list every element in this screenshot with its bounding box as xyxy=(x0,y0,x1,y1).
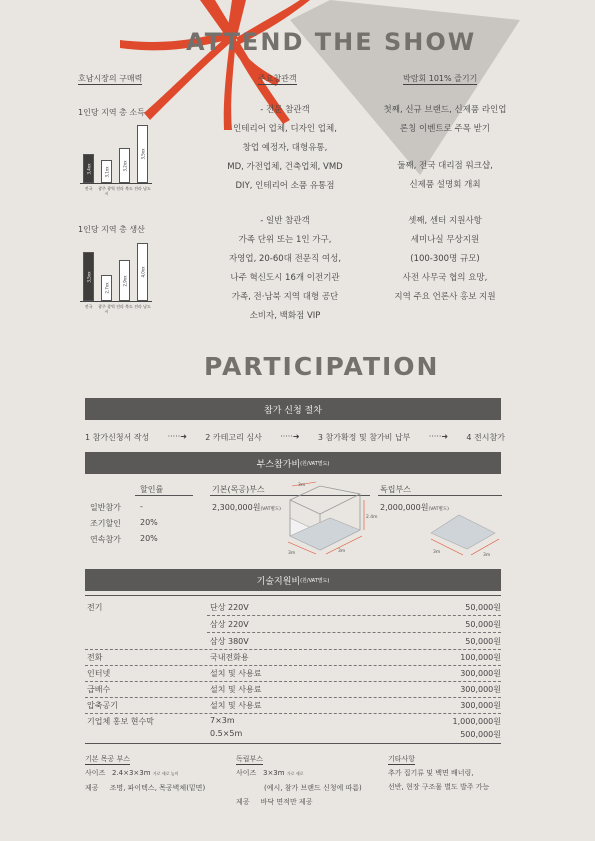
tech-row: 설치 및 사용료 300,000원 xyxy=(210,701,501,710)
row-divider xyxy=(85,681,501,682)
visitor-line: MD, 가전업체, 건축업체, VMD xyxy=(227,162,343,172)
general-visitors xyxy=(205,212,365,326)
tech-row: 단상 220V 50,000원 xyxy=(210,603,501,612)
row-divider xyxy=(207,615,501,616)
tech-item: 인터넷 xyxy=(87,669,111,678)
raw-booth-price: 2,000,000원(VAT별도) xyxy=(380,503,449,512)
bar-value-label: 3,5xx xyxy=(86,270,91,283)
raw-booth-dim-right: 3m xyxy=(483,553,491,558)
tech-item: 전화 xyxy=(87,653,103,662)
production-chart xyxy=(80,240,152,302)
chart-bar xyxy=(137,243,148,301)
participation-title: PARTICIPATION xyxy=(204,352,440,381)
step-arrow: ·····➜ xyxy=(167,432,187,441)
bar-category-label: 전라 남도 xyxy=(134,304,151,309)
discount-rate: - xyxy=(140,502,143,511)
chart-bar xyxy=(101,275,112,301)
visitor-line: 가족 단위 또는 1인 가구, xyxy=(238,235,332,245)
tech-row: 0.5×5m 500,000원 xyxy=(210,729,501,739)
bar-category-label: 전라 북도 xyxy=(116,186,133,191)
enjoy-line: (100-300명 규모) xyxy=(410,254,480,264)
discount-row: 연속참가 xyxy=(90,535,121,544)
tech-row: 국내전화용 100,000원 xyxy=(210,653,501,662)
basic-booth-dim-right: 3m xyxy=(338,549,346,554)
chart-bar xyxy=(83,252,94,301)
enjoy-line: 사전 사무국 협의 요망, xyxy=(402,273,488,283)
visitor-line: 인테리어 업체, 디자인 업체, xyxy=(233,124,337,134)
row-divider xyxy=(85,697,501,698)
tech-support-table xyxy=(85,595,501,743)
tech-row: 7×3m 1,000,000원 xyxy=(210,716,501,726)
tech-row: 삼상 380V 50,000원 xyxy=(210,637,501,646)
chart-bar xyxy=(119,148,130,183)
enjoy-line: 셋째, 센터 지원사항 xyxy=(408,216,482,226)
bar-value-label: 3,4xx xyxy=(86,162,91,175)
visitor-line: 자영업, 20-60대 전문직 여성, xyxy=(228,254,342,264)
income-chart xyxy=(80,122,152,184)
bar-value-label: 3,2xx xyxy=(122,159,127,172)
row-divider xyxy=(85,649,501,650)
enjoy-line: 세미나실 무상지원 xyxy=(410,235,480,245)
tech-item: 전기 xyxy=(87,603,103,612)
enjoy-line: 지역 주요 언론사 홍보 지원 xyxy=(394,292,496,302)
chart-bar xyxy=(83,154,94,183)
tech-row: 설치 및 사용료 300,000원 xyxy=(210,685,501,694)
procedure-steps xyxy=(85,432,505,443)
bar-value-label: 3,1xx xyxy=(104,165,109,178)
main-visitors-heading: 주요참관객 xyxy=(258,74,297,83)
enjoy-first xyxy=(365,101,525,139)
visitor-line: DIY, 인테리어 소품 유통점 xyxy=(235,181,335,191)
visitor-line: 창업 예정자, 대형유통, xyxy=(242,143,328,153)
discount-column-title: 할인률 xyxy=(140,485,164,494)
visitor-line: 소비자, 백화점 VIP xyxy=(249,311,321,321)
chart-bar xyxy=(137,125,148,183)
attend-title: ATTEND THE SHOW xyxy=(186,28,477,56)
note-other: 기타사항 추가 집기류 및 백면 배너링, 선반, 현장 구조물 별도 발주 가능 xyxy=(388,755,490,791)
discount-rate: 20% xyxy=(140,534,158,543)
chart-bar xyxy=(101,160,112,183)
enjoy-line: 신제품 설명회 개최 xyxy=(409,180,481,190)
purchasing-power-heading: 호남시장의 구매력 xyxy=(78,74,143,83)
bar-value-label: 4,0xx xyxy=(140,266,145,278)
bar-category-label: 전국 xyxy=(84,304,93,309)
bar-category-label: 전라 북도 xyxy=(116,304,133,309)
basic-booth-price: 2,300,000원(VAT별도) xyxy=(212,503,281,512)
enjoy-third xyxy=(365,212,525,307)
visitor-line: 가족, 전·남북 지역 대형 공단 xyxy=(231,292,339,302)
basic-booth-dim-height: 2.4m xyxy=(366,515,378,520)
chart2-label: 1인당 지역 총 생산 xyxy=(78,225,145,234)
visitor-line: 나주 혁신도시 16개 이전기관 xyxy=(230,273,340,283)
row-divider xyxy=(85,665,501,666)
booth-fee-header: 부스참가비 (원/VAT별도) xyxy=(85,452,501,474)
basic-booth-dim-left: 3m xyxy=(288,551,296,556)
production-chart-categories xyxy=(80,304,152,324)
step-3: 3 참가확정 및 참가비 납부 xyxy=(317,433,411,442)
tech-item: 압축공기 xyxy=(87,701,118,710)
visitor-line: - 전문 참관객 xyxy=(260,105,310,115)
raw-booth-divider xyxy=(378,495,502,496)
bar-category-label: 광주 광역시 xyxy=(98,304,115,314)
chart1-label: 1인당 지역 총 소득 xyxy=(78,108,145,117)
bar-category-label: 전국 xyxy=(84,186,93,191)
step-arrow: ·····➜ xyxy=(428,432,449,441)
basic-booth-diagram xyxy=(280,480,380,558)
tech-item: 급배수 xyxy=(87,685,111,694)
discount-row: 일반참가 xyxy=(90,503,121,512)
income-chart-categories xyxy=(80,186,152,206)
tech-support-header: 기술지원비 (원/VAT별도) xyxy=(85,569,501,591)
basic-booth-dim-top: 3m xyxy=(298,483,306,488)
raw-booth-diagram xyxy=(425,505,505,560)
raw-booth-title: 독립부스 xyxy=(380,485,411,494)
step-1: 1 참가신청서 작성 xyxy=(85,433,150,442)
enjoy-line: 첫째, 신규 브랜드, 신제품 라인업 xyxy=(383,105,507,115)
raw-booth-dim-left: 3m xyxy=(433,550,441,555)
bar-value-label: 2,7xx xyxy=(104,282,109,294)
enjoy-expo-heading: 박람회 101% 즐기기 xyxy=(403,74,478,83)
tech-row: 설치 및 사용료 300,000원 xyxy=(210,669,501,678)
bar-category-label: 광주 광역시 xyxy=(98,186,115,196)
step-arrow: ·····➜ xyxy=(280,432,300,441)
step-2: 2 카테고리 심사 xyxy=(205,433,262,442)
basic-booth-title: 기본(목공)부스 xyxy=(212,485,265,494)
enjoy-line: 론칭 이벤트로 주목 받기 xyxy=(399,124,491,134)
professional-visitors xyxy=(205,101,365,196)
table-bottom-border xyxy=(85,743,501,744)
note-raw: 독립부스 사이즈 3×3m 가로 세로 (예시, 참가 브랜드 신청에 따름) 제공 바닥 면적만 제공 xyxy=(236,755,362,806)
step-4: 4 전시참가 xyxy=(466,433,505,442)
discount-divider xyxy=(135,495,193,496)
bar-category-label: 전라 남도 xyxy=(134,186,151,191)
bar-value-label: 3,5xx xyxy=(140,148,145,160)
enjoy-second xyxy=(365,157,525,195)
tech-item: 기업체 홍보 현수막 xyxy=(87,717,154,726)
visitor-line: - 일반 참관객 xyxy=(260,216,310,226)
chart-bar xyxy=(119,260,130,301)
row-divider xyxy=(85,713,501,714)
procedure-header: 참가 신청 절차 xyxy=(85,398,501,420)
tech-row: 삼상 220V 50,000원 xyxy=(210,620,501,629)
note-basic: 기본 목공 부스 사이즈 2.4×3×3m 가로 세로 높이 제공 조명, 파이텍스, 목공벽체(밑면) xyxy=(85,755,206,792)
enjoy-line: 둘째, 전국 대리점 워크샵, xyxy=(397,161,493,171)
discount-rate: 20% xyxy=(140,518,158,527)
row-divider xyxy=(207,632,501,633)
bar-value-label: 2,9xx xyxy=(122,274,127,287)
discount-row: 조기할인 xyxy=(90,519,121,528)
